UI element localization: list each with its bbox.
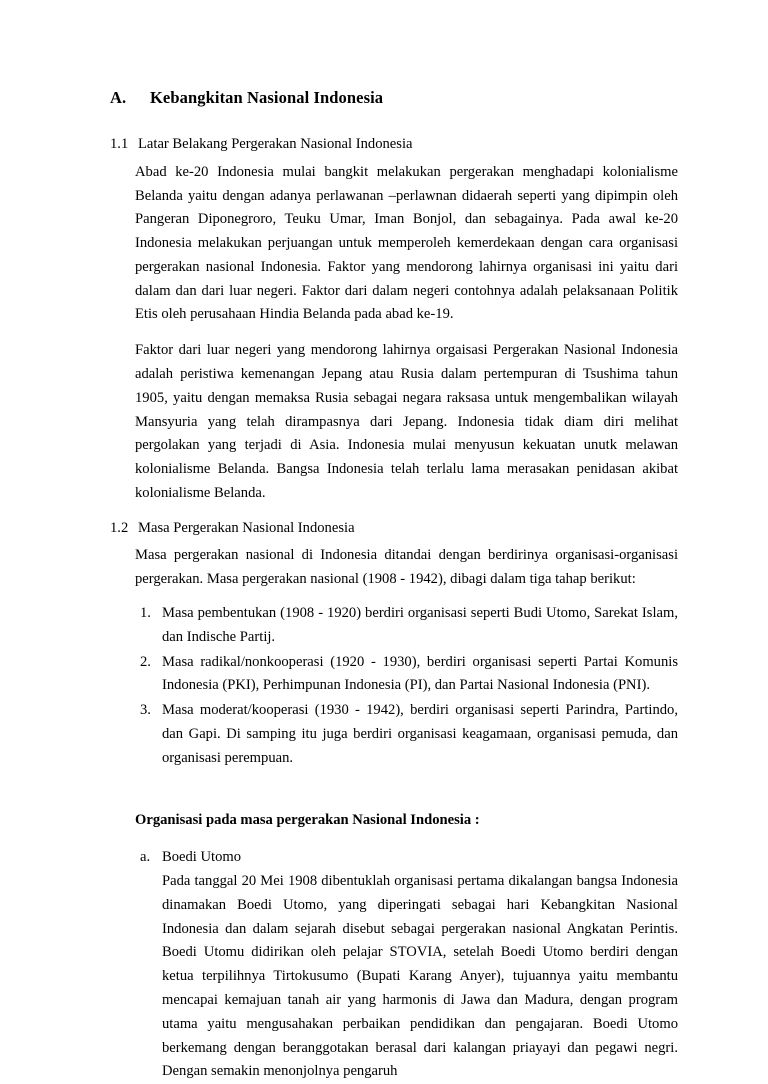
organisations-heading: Organisasi pada masa pergerakan Nasional Indonesia : bbox=[135, 812, 480, 829]
list-item bbox=[110, 602, 678, 650]
subsection-title-1-1: Latar Belakang Pergerakan Nasional Indonesia bbox=[138, 136, 413, 152]
list-item-text: Masa pembentukan (1908 - 1920) berdiri organisasi seperti Budi Utomo, Sarekat Islam, dan Indische Partij. bbox=[162, 604, 678, 645]
list-item-number: 2. bbox=[140, 653, 151, 670]
paragraph-masa-pergerakan-intro: Masa pergerakan nasional di Indonesia ditandai dengan berdirinya organisasi-organisasi pergerakan. Masa pergerakan nasional (1908 - 1942), dibagi dalam tiga tahap berikut: bbox=[135, 547, 678, 588]
list-item-number: 3. bbox=[140, 702, 151, 719]
list-item-text: Masa radikal/nonkooperasi (1920 - 1930), berdiri organisasi seperti Partai Komunis Indonesia (PKI), Perhimpunan Indonesia (PI), dan Partai Nasional Indonesia (PNI). bbox=[162, 653, 678, 694]
section-title-text: Kebangkitan Nasional Indonesia bbox=[150, 88, 384, 107]
paragraph-latar-belakang-2: Faktor dari luar negeri yang mendorong lahirnya orgaisasi Pergerakan Nasional Indonesia adalah peristiwa kemenangan Jepang atau Rusia dalam pertempuran di Tsushima tahun 1905, yaitu dengan memaksa Rusia sebagai negara raksasa untuk mengembalikan wilayah Mansyuria yang telah dirampasnya dari Jepang. Indonesia tidak diam diri melihat pergolakan yang terjadi di Asia. Indonesia mulai menyusun kekuatan unutk melawan kolonialisme Belanda. Bangsa Indonesia telah terlalu lama merasakan penidasan akibat kolonialisme Belanda. bbox=[135, 342, 678, 501]
subsection-number-1-1: 1.1 bbox=[110, 136, 129, 152]
paragraph-latar-belakang-1: Abad ke-20 Indonesia mulai bangkit melakukan pergerakan menghadapi kolonialisme Belanda yaitu dengan adanya perlawanan –perlawnan didaerah seperti yang dipimpin oleh Pangeran Diponegroro, Teuku Umar, Iman Bonjol, dan sebagainya. Pada awal ke-20 Indonesia melakukan perjuangan untuk memperoleh kemerdekaan dengan cara organisasi pergerakan nasional Indonesia. Faktor yang mendorong lahirnya organisasi ini yaitu dari dalam dan dari luar negeri. Faktor dari dalam negeri contohnya adalah pelaksanaan Politik Etis oleh perusahaan Hindia Belanda pada abad ke-19. bbox=[135, 163, 678, 323]
subsection-heading-1-1 bbox=[110, 134, 678, 155]
list-item-number: 1. bbox=[140, 604, 151, 621]
organisation-item-body: Pada tanggal 20 Mei 1908 dibentuklah organisasi pertama dikalangan bangsa Indonesia dinamakan Boedi Utomo, yang diperingati sebagai hari Kebangkitan Nasional Indonesia dan dalam sejarah disebut sebagai pergerakan nasional Angkatan Perintis. Boedi Utomu didirikan oleh pelajar STOVIA, setelah Boedi Utomo berdiri dengan ketua terpilihnya Tirtokusumo (Bupati Karang Anyer), tujuannya yaitu membantu mencapai kemajuan tanah air yang harmonis di Jawa dan Madura, dengan program utama yaitu mengusahakan perbaikan pendidikan dan pengajaran. Boedi Utomo berkemang dengan beranggotakan berasal dari kalangan priayayi dan pegawi negri. Dengan semakin menonjolnya pengaruh bbox=[162, 873, 678, 1080]
organisation-item-title: Boedi Utomo bbox=[162, 849, 242, 866]
page-title bbox=[110, 88, 678, 108]
list-item-text: Masa moderat/kooperasi (1930 - 1942), berdiri organisasi seperti Parindra, Partindo, dan Gapi. Di samping itu juga berdiri organisasi keagamaan, organisasi pemuda, dan organisasi perempuan. bbox=[162, 702, 678, 766]
organisation-item-content bbox=[162, 846, 678, 1084]
phases-list bbox=[110, 602, 678, 770]
organisation-item-marker: a. bbox=[140, 849, 151, 866]
organisation-item-boedi-utomo bbox=[140, 846, 678, 1084]
list-item bbox=[110, 699, 678, 770]
list-item bbox=[110, 651, 678, 699]
subsection-title-1-2: Masa Pergerakan Nasional Indonesia bbox=[138, 519, 355, 536]
subsection-heading-1-2 bbox=[110, 518, 678, 539]
section-marker: A. bbox=[110, 88, 127, 107]
subsection-number-1-2: 1.2 bbox=[110, 519, 129, 536]
